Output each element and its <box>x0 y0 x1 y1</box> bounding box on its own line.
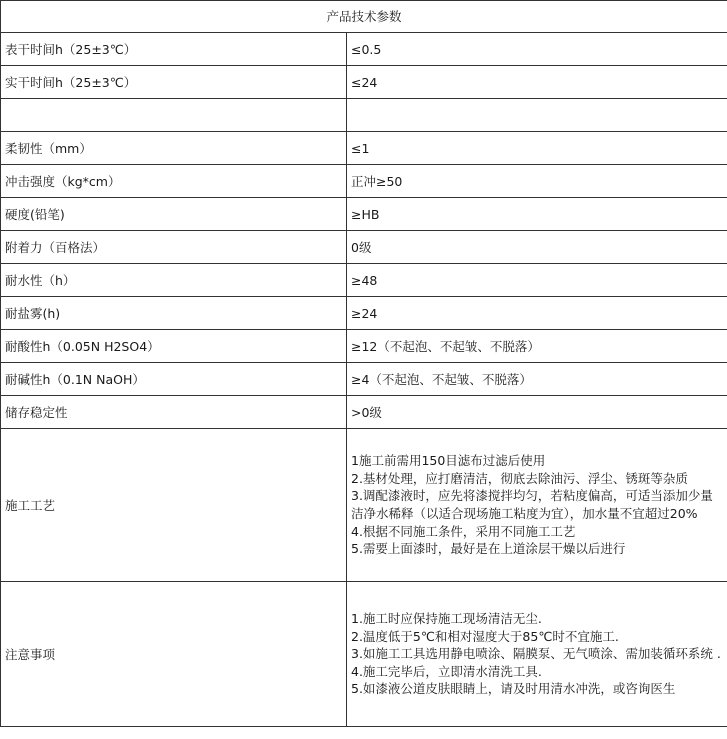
note-item: 1.施工时应保持施工现场清洁无尘. <box>351 611 542 627</box>
table-row <box>1 396 727 429</box>
notes-list <box>347 582 727 727</box>
param-label: 表干时间h（25±3℃） <box>1 33 347 66</box>
table-row <box>1 198 727 231</box>
table-row <box>1 231 727 264</box>
param-label: 耐酸性h（0.05N H2SO4） <box>1 330 347 363</box>
param-label: 耐水性（h） <box>1 264 347 297</box>
table-row <box>1 165 727 198</box>
table-row <box>1 264 727 297</box>
table-row <box>1 330 727 363</box>
param-value <box>347 99 727 132</box>
param-label: 耐碱性h（0.1N NaOH） <box>1 363 347 396</box>
process-step: 4.根据不同施工条件，采用不同施工工艺 <box>351 523 576 539</box>
table-row <box>1 363 727 396</box>
param-value: ≥12（不起泡、不起皱、不脱落） <box>347 330 727 363</box>
note-item: 3.如施工工具选用静电喷涂、隔膜泵、无气喷涂、需加装循环系统 . <box>351 646 721 662</box>
process-label: 施工工艺 <box>1 429 347 582</box>
param-label: 实干时间h（25±3℃） <box>1 66 347 99</box>
table-row <box>1 132 727 165</box>
table-row <box>1 66 727 99</box>
table-title: 产品技术参数 <box>1 1 727 33</box>
process-step: 3.调配漆液时，应先将漆搅拌均匀，若粘度偏高，可适当添加少量洁净水稀释（以适合现场施工粘度为宜），加水量不宜超过20% <box>351 488 713 521</box>
param-label: 储存稳定性 <box>1 396 347 429</box>
param-label: 柔韧性（mm） <box>1 132 347 165</box>
note-item: 2.温度低于5℃和相对湿度大于85℃时不宜施工. <box>351 628 619 644</box>
param-label: 耐盐雾(h) <box>1 297 347 330</box>
note-item: 4.施工完毕后，立即清水清洗工具. <box>351 663 542 679</box>
param-value: ≥48 <box>347 264 727 297</box>
param-value: >0级 <box>347 396 727 429</box>
param-label: 附着力（百格法） <box>1 231 347 264</box>
table-row-notes <box>1 582 727 727</box>
param-label <box>1 99 347 132</box>
param-value: ≤1 <box>347 132 727 165</box>
note-item: 5.如漆液公道皮肤眼睛上，请及时用清水冲洗，或咨询医生 <box>351 681 676 697</box>
param-value: ≥4（不起泡、不起皱、不脱落） <box>347 363 727 396</box>
param-value: 正冲≥50 <box>347 165 727 198</box>
param-value: ≤0.5 <box>347 33 727 66</box>
param-label: 硬度(铅笔) <box>1 198 347 231</box>
process-step: 1施工前需用150目滤布过滤后使用 <box>351 453 546 469</box>
param-value: ≤24 <box>347 66 727 99</box>
param-value: ≥HB <box>347 198 727 231</box>
param-value: 0级 <box>347 231 727 264</box>
param-label: 冲击强度（kg*cm） <box>1 165 347 198</box>
table-row <box>1 33 727 66</box>
process-step: 5.需要上面漆时，最好是在上道涂层干燥以后进行 <box>351 541 626 557</box>
param-value: ≥24 <box>347 297 727 330</box>
table-row-process <box>1 429 727 582</box>
process-steps <box>347 429 727 582</box>
notes-label: 注意事项 <box>1 582 347 727</box>
table-row <box>1 297 727 330</box>
process-step: 2.基材处理，应打磨清洁，彻底去除油污、浮尘、锈斑等杂质 <box>351 470 688 486</box>
table-row-empty <box>1 99 727 132</box>
